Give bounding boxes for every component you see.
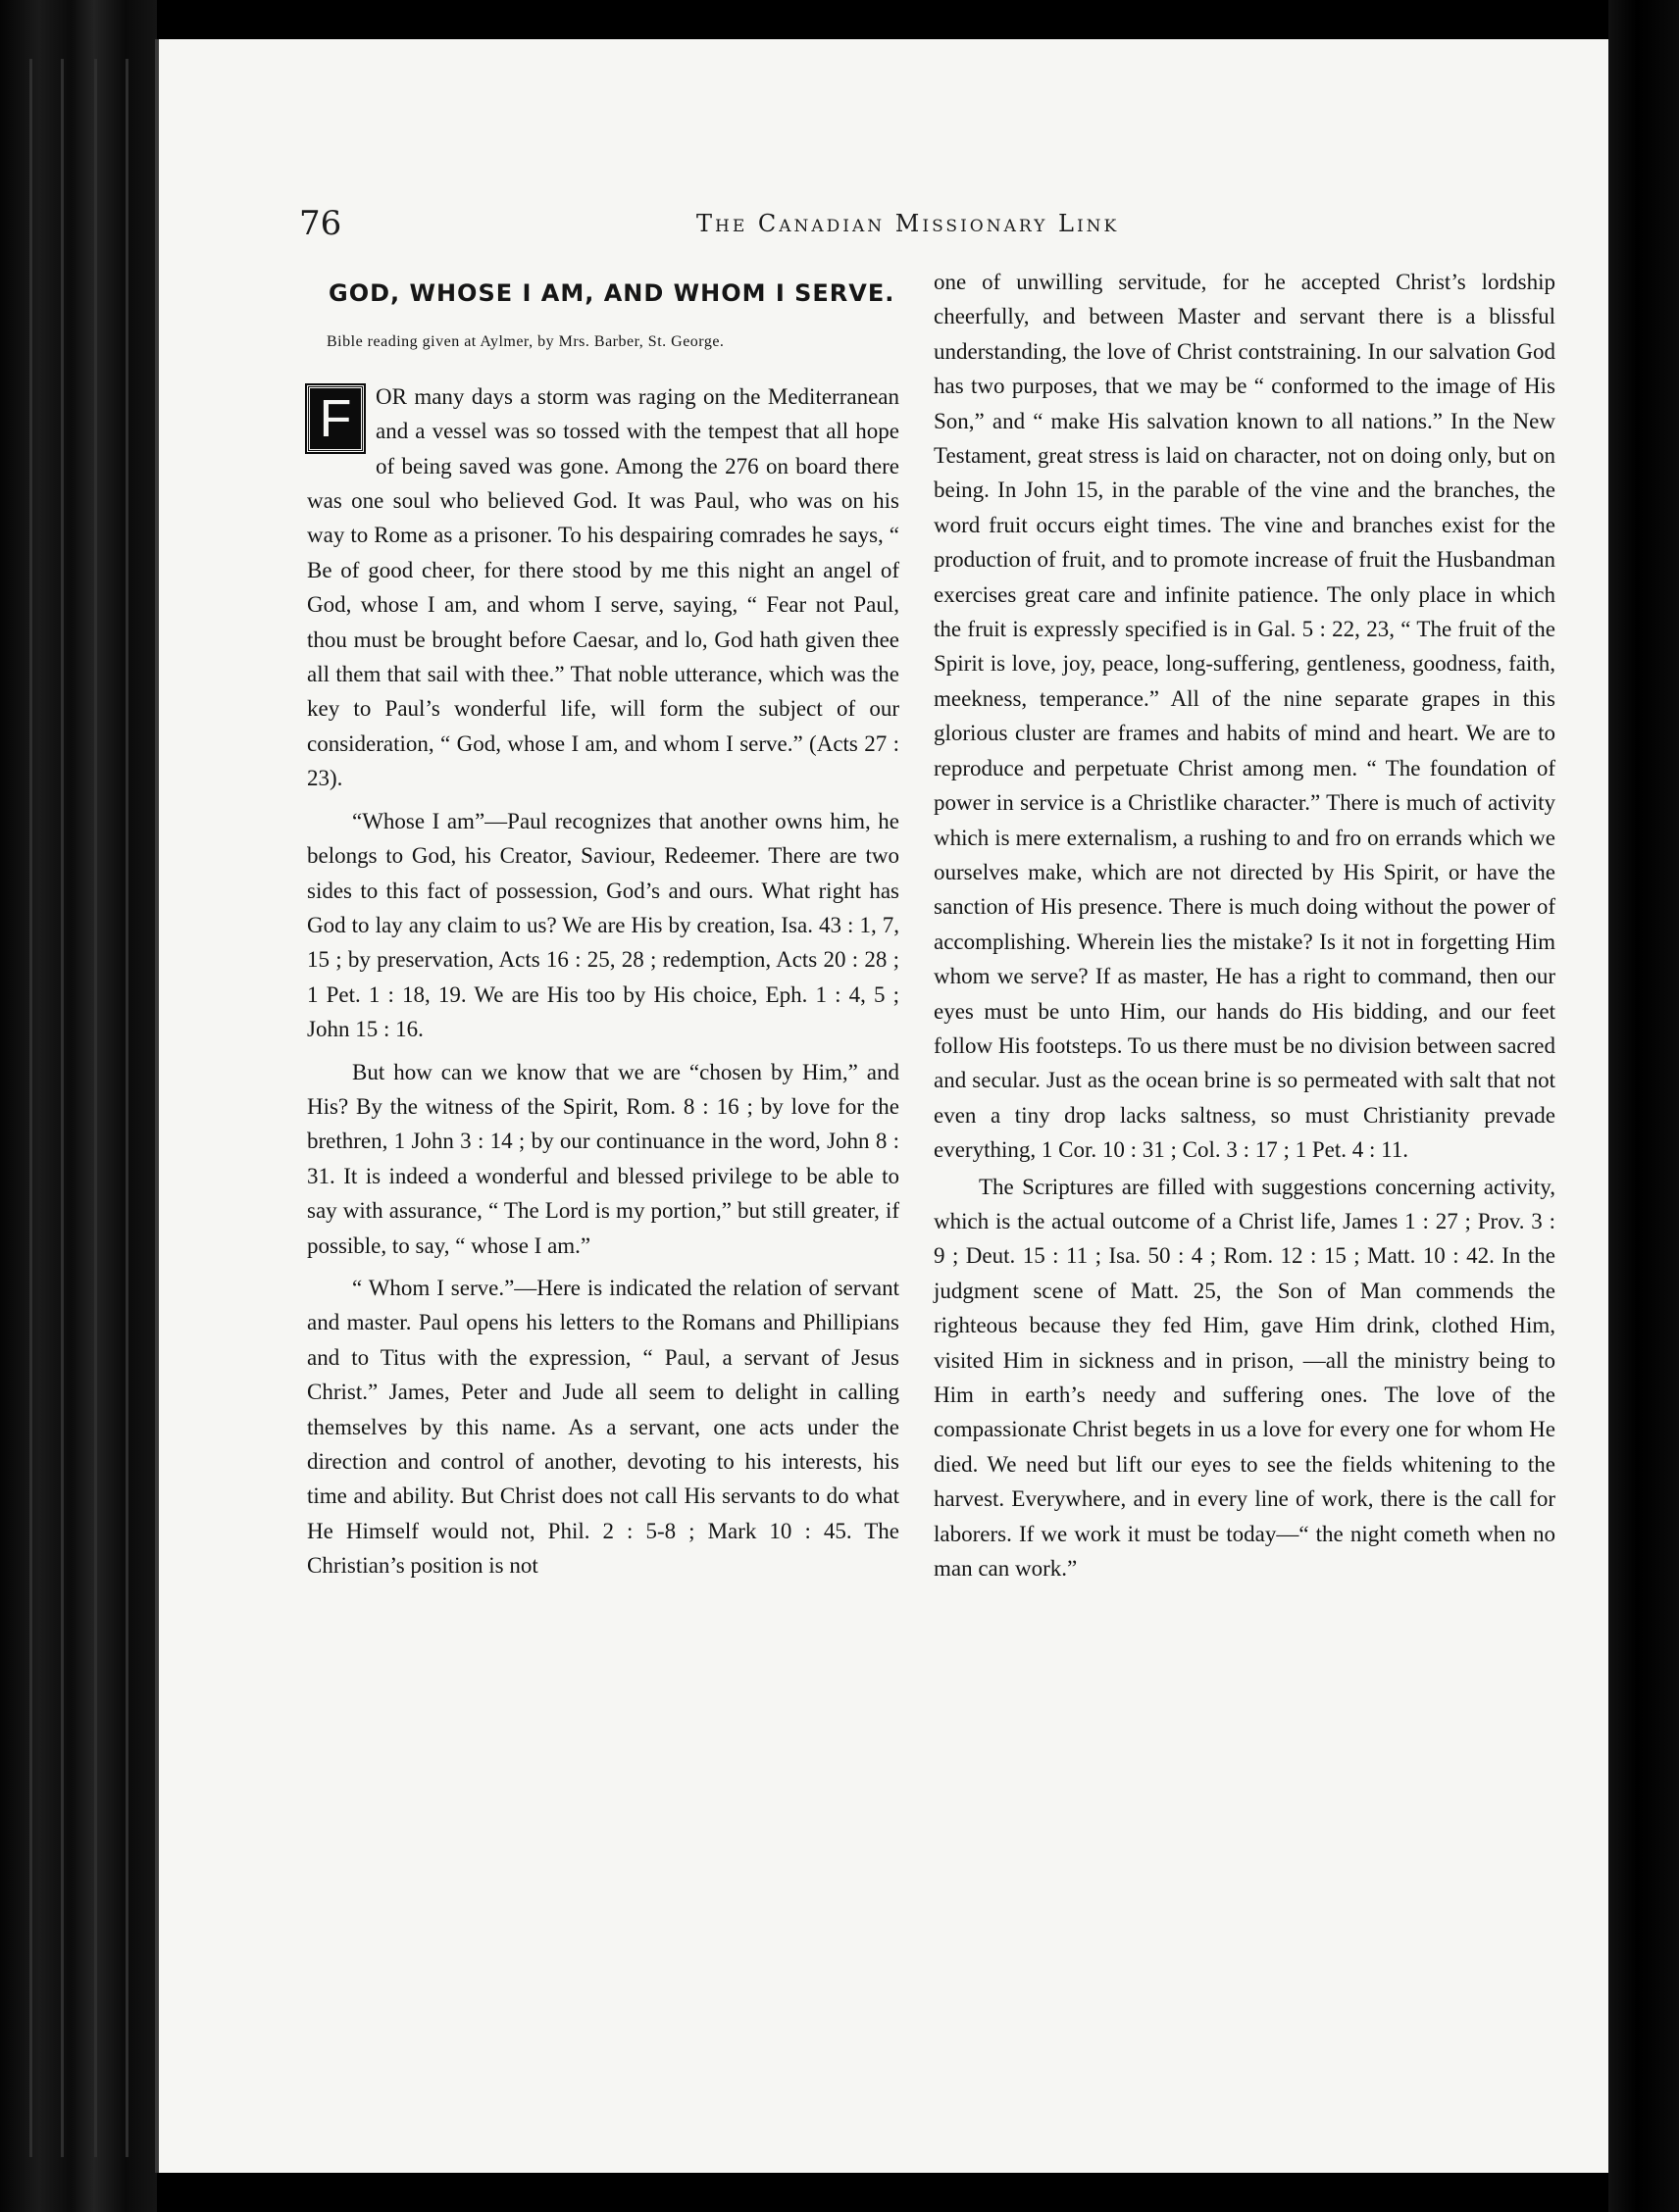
paragraph: “Whose I am”—Paul recognizes that another owns him, he belongs to God, his Creator, Saviour, Redeemer. There are two sides to this fact of possession, God’s and ours. What right has God to lay any claim to us? We are His by creation, Isa. 43 : 1, 7, 15 ; by preservation, Acts 16 : 25, 28 ; redemption, Acts 20 : 28 ; 1 Pet. 1 : 18, 19. We are His too by His choice, Eph. 1 : 4, 5 ; John 15 : 16. <box>307 808 899 1042</box>
article-byline: Bible reading given at Aylmer, by Mrs. Barber, St. George. <box>327 333 725 351</box>
drop-cap: F <box>307 385 364 452</box>
running-head <box>299 204 1143 243</box>
paragraph: The Scriptures are filled with suggestions concerning activity, which is the actual outcome of a Christ life, James 1 : 27 ; Prov. 3 : 9 ; Deut. 15 : 11 ; Isa. 50 : 4 ; Rom. 12 : 15 ; Matt. 10 : 42. In the judgment scene of Matt. 25, the Son of Man commends the righteous because they fed Him, gave Him drink, clothed Him, visited Him in sickness and in prison, —all the ministry being to Him in earth’s needy and suffering ones. The love of the compassionate Christ begets in us a love for every one for whom He died. We need but lift our eyes to see the fields whitening to the harvest. Everywhere, and in every line of work, there is the call for laborers. If we work it must be today—“ the night cometh when no man can work.” <box>934 1174 1555 1582</box>
left-column <box>307 265 899 1584</box>
paragraph <box>307 379 899 796</box>
binding-line <box>61 59 64 2157</box>
binding-line <box>94 59 97 2157</box>
journal-title: The Canadian Missionary Link <box>696 210 1120 237</box>
paragraph: one of unwilling servitude, for he accepted Christ’s lordship cheerfully, and between Master and servant there is a blissful understanding, the love of Christ contstraining. In our salvation God has two purposes, that we may be “ conformed to the image of His Son,” and “ make His salvation known to all nations.” In the New Testament, great stress is laid on character, not on doing only, but on being. In John 15, in the parable of the vine and the branches, the word fruit occurs eight times. The vine and branches exist for the production of fruit, and to promote increase of fruit the Husbandman exercises great care and infinite patience. The only place in which the fruit is expressly specified is in Gal. 5 : 22, 23, “ The fruit of the Spirit is love, joy, peace, long-suffering, gentleness, goodness, faith, meekness, temperance.” All of the nine separate grapes in this glorious cluster are frames and habits of mind and heart. We are to reproduce and perpetuate Christ among men. “ The foundation of power in service is a Christlike character.” There is much of activity which is mere externalism, a rushing to and fro on errands which we ourselves make, which are not directed by His Spirit, or have the sanction of His presence. There is much doing without the power of accomplishing. Wherein lies the mistake? Is it not in forgetting Him whom we serve? If as master, He has a right to command, then our eyes must be unto Him, our hands do His bidding, and our feet follow His footsteps. To us there must be no division between sacred and secular. Just as the ocean brine is so permeated with salt that not even a tiny drop lacks saltness, so must Christianity prevade everything, 1 Cor. 10 : 31 ; Col. 3 : 17 ; 1 Pet. 4 : 11. <box>934 270 1555 1163</box>
binding-line <box>126 59 128 2157</box>
scanner-margin <box>1608 0 1679 2212</box>
paragraph-text: OR many days a storm was raging on the Mediterranean and a vessel was so tossed with the tempest that all hope of being saved was gone. Among the 276 on board there was one soul who believed God. It was Paul, who was on his way to Rome as a prisoner. To his despairing comrades he says, “ Be of good cheer, for there stood by me this night an angel of God, whose I am, and whom I serve, saying, “ Fear not Paul, thou must be brought before Caesar, and lo, God hath given thee all them that sail with thee.” That noble utterance, which was the key to Paul’s wonderful life, will form the subject of our consideration, “ God, whose I am, and whom I serve.” (Acts 27 : 23). <box>307 383 899 791</box>
page-number: 76 <box>299 204 342 243</box>
book-binding <box>0 0 157 2212</box>
paragraph: “ Whom I serve.”—Here is indicated the relation of servant and master. Paul opens his letters to the Romans and Phillipians and to Titus with the expression, “ Paul, a servant of Jesus Christ.” James, Peter and Jude all seem to delight in calling themselves by this name. As a servant, one acts under the direction and control of another, devoting to his interests, his time and ability. But Christ does not call His servants to do what He Himself would not, Phil. 2 : 5-8 ; Mark 10 : 45. The Christian’s position is not <box>307 1275 899 1579</box>
binding-line <box>29 59 32 2157</box>
right-column <box>934 265 1555 1585</box>
article-title: GOD, WHOSE I AM, AND WHOM I SERVE. <box>329 279 895 307</box>
paragraph: But how can we know that we are “chosen by Him,” and His? By the witness of the Spirit, Rom. 8 : 16 ; by love for the brethren, 1 John 3 : 14 ; by our continuance in the word, John 8 : 31. It is indeed a wonderful and blessed privilege to be able to say with assurance, “ The Lord is my portion,” but still greater, if possible, to say, “ whose I am.” <box>307 1059 899 1258</box>
